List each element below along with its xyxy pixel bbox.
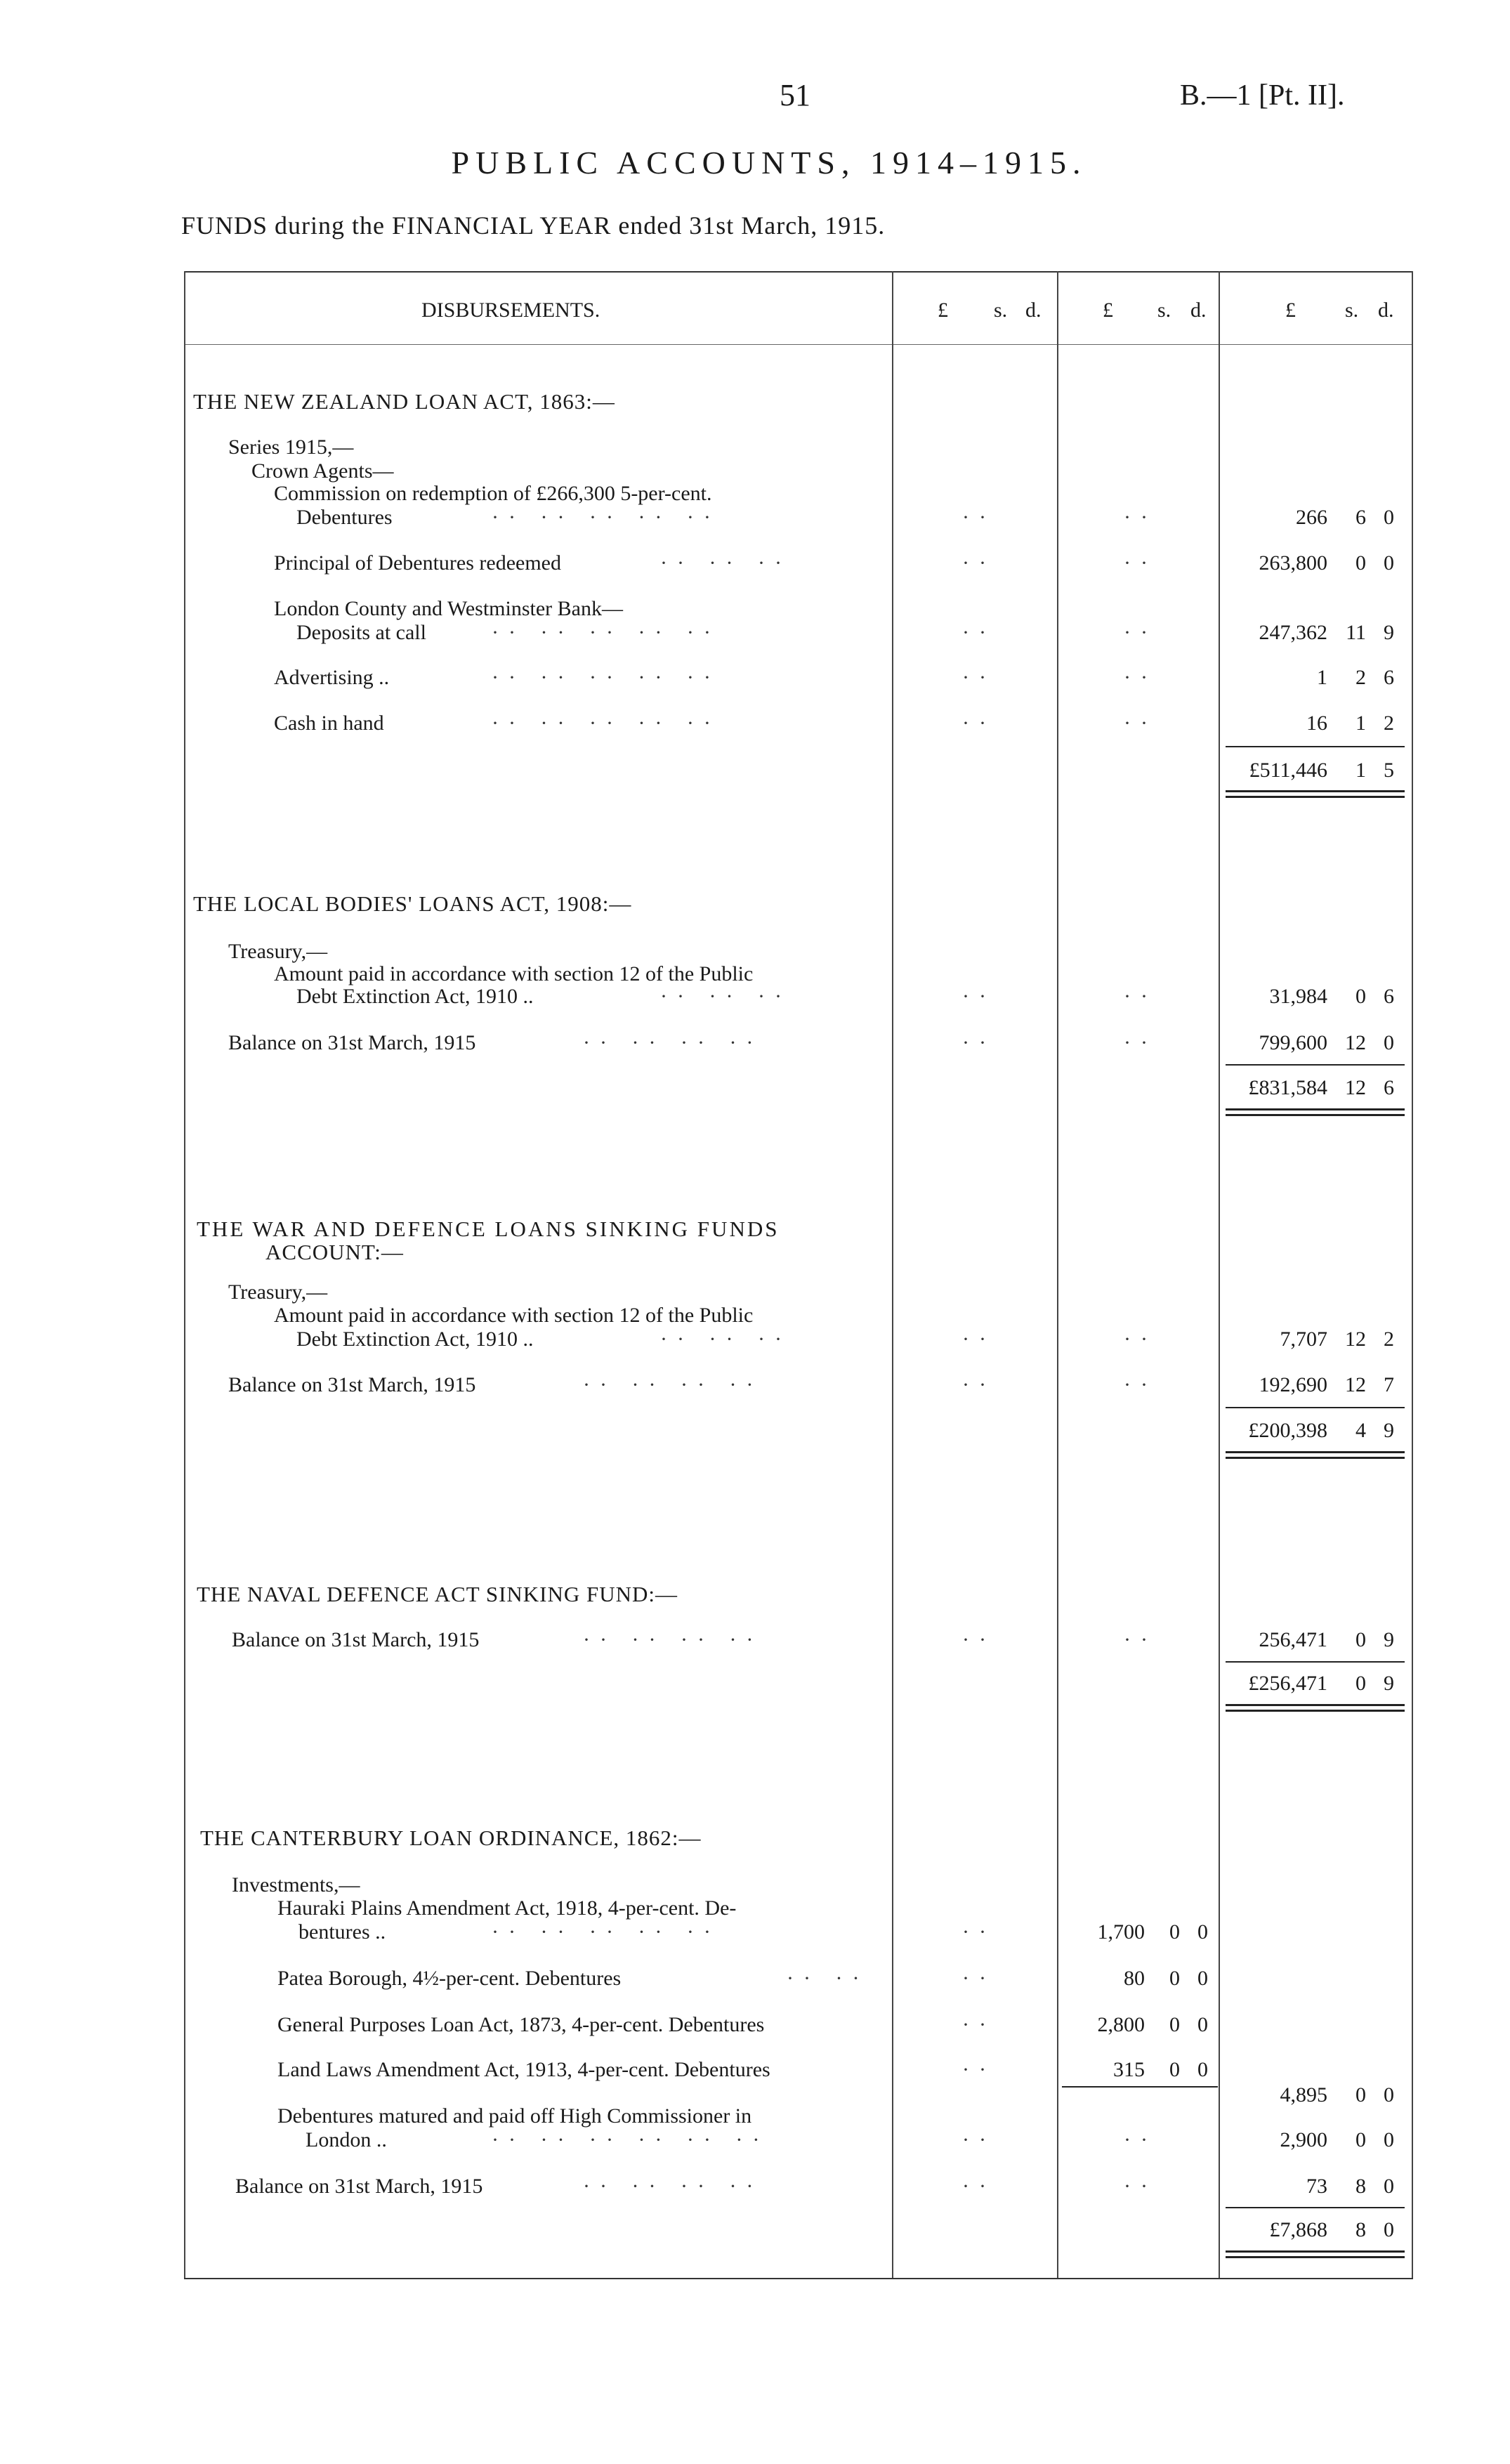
- table-left-border: [184, 271, 185, 2278]
- leader-dots: ·· ·· ·· ··: [583, 1373, 763, 1396]
- table-top-rule: [184, 271, 1413, 273]
- total-double-rule: [1226, 2250, 1405, 2253]
- amount-shillings: 0: [1355, 2128, 1366, 2151]
- amount-pounds: 4,895: [1280, 2083, 1327, 2106]
- amount-pounds: 192,690: [1259, 1373, 1327, 1396]
- total-rule-top: [1226, 1407, 1405, 1408]
- investment-pence: 0: [1197, 1920, 1208, 1944]
- section-heading: THE NAVAL DEFENCE ACT SINKING FUND:—: [197, 1582, 678, 1606]
- leader-dots: ·· ··: [787, 1967, 869, 1990]
- leader-dots: ··: [1124, 2175, 1157, 2198]
- amount-shillings: 0: [1355, 2083, 1366, 2106]
- total-double-rule: [1226, 1704, 1405, 1706]
- col2-pounds-heading: £: [1103, 299, 1113, 322]
- leader-dots: ··: [962, 551, 996, 575]
- section-total-pounds: £256,471: [1248, 1672, 1327, 1695]
- entry-label: Advertising ..: [274, 666, 390, 689]
- entry-label: Balance on 31st March, 1915: [235, 2175, 483, 2198]
- amount-pence: 0: [1384, 2175, 1394, 2198]
- entry-label: Debt Extinction Act, 1910 ..: [296, 1328, 534, 1351]
- amount-pence: 0: [1384, 2128, 1394, 2151]
- section-total-shillings: 0: [1355, 1672, 1366, 1695]
- amount-pence: 0: [1384, 1031, 1394, 1054]
- total-double-rule: [1226, 1114, 1405, 1116]
- section-heading: THE NEW ZEALAND LOAN ACT, 1863:—: [193, 389, 615, 414]
- total-double-rule: [1226, 1108, 1405, 1110]
- amount-shillings: 12: [1345, 1328, 1366, 1351]
- amount-pence: 6: [1384, 985, 1394, 1008]
- amount-pence: 6: [1384, 666, 1394, 689]
- leader-dots: ·· ·· ··: [660, 985, 792, 1008]
- investment-pence: 0: [1197, 1967, 1208, 1990]
- entry-label: Investments,—: [232, 1873, 360, 1896]
- section-total-pence: 9: [1384, 1672, 1394, 1695]
- entry-label: General Purposes Loan Act, 1873, 4-per-cent. Debentures: [277, 2013, 765, 2036]
- leader-dots: ··: [962, 1373, 996, 1396]
- amount-pounds: 263,800: [1259, 551, 1327, 575]
- amount-pounds: 7,707: [1280, 1328, 1327, 1351]
- leader-dots: ··: [962, 712, 996, 735]
- amount-shillings: 6: [1355, 506, 1366, 529]
- leader-dots: ··: [962, 1031, 996, 1054]
- amount-pounds: 247,362: [1259, 621, 1327, 644]
- entry-label: Cash in hand: [274, 712, 384, 735]
- leader-dots: ··: [1124, 1628, 1157, 1651]
- leader-dots: ··: [962, 666, 996, 689]
- amount-shillings: 11: [1346, 621, 1366, 644]
- amount-shillings: 1: [1355, 712, 1366, 735]
- leader-dots: ·· ·· ·· ··: [583, 1628, 763, 1651]
- leader-dots: ·· ·· ·· ·· ··: [492, 712, 721, 735]
- table-right-border: [1412, 271, 1413, 2278]
- section-total-pence: 5: [1384, 759, 1394, 782]
- section-total-pence: 9: [1384, 1419, 1394, 1442]
- leader-dots: ··: [962, 2013, 996, 2036]
- leader-dots: ··: [1124, 621, 1157, 644]
- table-bottom-rule: [184, 2278, 1413, 2279]
- investment-pence: 0: [1197, 2013, 1208, 2036]
- entry-label: Deposits at call: [296, 621, 426, 644]
- amount-pounds: 31,984: [1269, 985, 1327, 1008]
- amount-pence: 9: [1384, 1628, 1394, 1651]
- investment-pounds: 2,800: [1097, 2013, 1145, 2036]
- investment-shillings: 0: [1169, 1967, 1180, 1990]
- investment-shillings: 0: [1169, 2013, 1180, 2036]
- amount-pounds: 1: [1317, 666, 1327, 689]
- amount-shillings: 0: [1355, 551, 1366, 575]
- total-rule-top: [1226, 746, 1405, 747]
- leader-dots: ··: [1124, 1373, 1157, 1396]
- leader-dots: ··: [962, 506, 996, 529]
- leader-dots: ·· ·· ·· ·· ·· ··: [492, 2128, 770, 2151]
- total-double-rule: [1226, 1457, 1405, 1459]
- section-total-shillings: 8: [1355, 2218, 1366, 2241]
- section-heading: THE CANTERBURY LOAN ORDINANCE, 1862:—: [200, 1826, 702, 1850]
- entry-label: Commission on redemption of £266,300 5-per-cent.: [274, 482, 712, 505]
- investment-pence: 0: [1197, 2058, 1208, 2081]
- amount-pounds: 266: [1296, 506, 1327, 529]
- entry-label: Debt Extinction Act, 1910 ..: [296, 985, 534, 1008]
- total-double-rule: [1226, 790, 1405, 792]
- amount-pence: 9: [1384, 621, 1394, 644]
- leader-dots: ··: [962, 1328, 996, 1351]
- col2-shillings-heading: s.: [1157, 299, 1171, 322]
- column-heading-disbursements: DISBURSEMENTS.: [421, 299, 600, 322]
- col1-pence-heading: d.: [1025, 299, 1042, 322]
- total-rule-top: [1226, 1661, 1405, 1663]
- entry-label: Balance on 31st March, 1915: [232, 1628, 480, 1651]
- col1-pounds-heading: £: [938, 299, 948, 322]
- section-total-shillings: 12: [1345, 1076, 1366, 1099]
- entry-label: Amount paid in accordance with section 12 of the Public: [274, 1304, 754, 1327]
- leader-dots: ··: [962, 985, 996, 1008]
- leader-dots: ·· ·· ·· ·· ··: [492, 666, 721, 689]
- section-total-pounds: £511,446: [1249, 759, 1327, 782]
- entry-label: Principal of Debentures redeemed: [274, 551, 561, 575]
- col3-shillings-heading: s.: [1345, 299, 1359, 322]
- entry-label: Debentures matured and paid off High Commissioner in: [277, 2104, 752, 2128]
- leader-dots: ··: [1124, 712, 1157, 735]
- section-total-shillings: 1: [1355, 759, 1366, 782]
- section-total-pence: 0: [1384, 2218, 1394, 2241]
- entry-label: bentures ..: [298, 1920, 386, 1944]
- leader-dots: ··: [962, 1920, 996, 1944]
- amount-pence: 2: [1384, 1328, 1394, 1351]
- leader-dots: ··: [962, 621, 996, 644]
- entry-label: Treasury,—: [228, 1280, 328, 1304]
- section-total-pounds: £7,868: [1269, 2218, 1327, 2241]
- amount-pence: 0: [1384, 2083, 1394, 2106]
- col1-shillings-heading: s.: [994, 299, 1008, 322]
- amount-shillings: 0: [1355, 985, 1366, 1008]
- total-double-rule: [1226, 2256, 1405, 2258]
- amount-pounds: 73: [1306, 2175, 1327, 2198]
- amount-pence: 7: [1384, 1373, 1394, 1396]
- leader-dots: ··: [962, 2058, 996, 2081]
- page-number: 51: [780, 78, 810, 112]
- leader-dots: ··: [962, 2175, 996, 2198]
- section-heading-continued: ACCOUNT:—: [265, 1240, 404, 1264]
- amount-pence: 2: [1384, 712, 1394, 735]
- entry-label: Hauraki Plains Amendment Act, 1918, 4-per-cent. De-: [277, 1896, 737, 1920]
- entry-label: Amount paid in accordance with section 12 of the Public: [274, 962, 754, 985]
- subtotal-rule: [1062, 2086, 1218, 2088]
- section-heading: THE WAR AND DEFENCE LOANS SINKING FUNDS: [197, 1217, 780, 1241]
- page-title: PUBLIC ACCOUNTS, 1914–1915.: [451, 145, 1087, 181]
- investment-shillings: 0: [1169, 1920, 1180, 1944]
- leader-dots: ··: [1124, 2128, 1157, 2151]
- amount-pounds: 2,900: [1280, 2128, 1327, 2151]
- entry-label: Balance on 31st March, 1915: [228, 1031, 476, 1054]
- leader-dots: ·· ·· ··: [660, 551, 792, 575]
- document-reference: B.—1 [Pt. II].: [1180, 79, 1345, 112]
- entry-label: Land Laws Amendment Act, 1913, 4-per-cent. Debentures: [277, 2058, 770, 2081]
- investment-pounds: 80: [1124, 1967, 1145, 1990]
- entry-label: Crown Agents—: [251, 459, 394, 483]
- total-double-rule: [1226, 796, 1405, 798]
- entry-label: Debentures: [296, 506, 393, 529]
- col3-pounds-heading: £: [1285, 299, 1296, 322]
- leader-dots: ··: [1124, 985, 1157, 1008]
- leader-dots: ·· ·· ·· ··: [583, 2175, 763, 2198]
- page-subtitle: FUNDS during the FINANCIAL YEAR ended 31st March, 1915.: [181, 211, 886, 240]
- entry-label: Patea Borough, 4½-per-cent. Debentures: [277, 1967, 622, 1990]
- investment-shillings: 0: [1169, 2058, 1180, 2081]
- amount-pounds: 799,600: [1259, 1031, 1327, 1054]
- amount-shillings: 2: [1355, 666, 1366, 689]
- column-divider-1: [892, 271, 893, 2278]
- leader-dots: ·· ·· ·· ·· ··: [492, 506, 721, 529]
- section-heading: THE LOCAL BODIES' LOANS ACT, 1908:—: [193, 891, 632, 916]
- amount-shillings: 8: [1355, 2175, 1366, 2198]
- amount-shillings: 12: [1345, 1373, 1366, 1396]
- total-double-rule: [1226, 1451, 1405, 1453]
- entry-label: Treasury,—: [228, 940, 328, 963]
- amount-shillings: 12: [1345, 1031, 1366, 1054]
- leader-dots: ··: [1124, 1328, 1157, 1351]
- entry-label: London County and Westminster Bank—: [274, 597, 623, 620]
- total-rule-top: [1226, 2207, 1405, 2208]
- amount-shillings: 0: [1355, 1628, 1366, 1651]
- leader-dots: ··: [1124, 666, 1157, 689]
- leader-dots: ··: [962, 2128, 996, 2151]
- section-total-pence: 6: [1384, 1076, 1394, 1099]
- leader-dots: ·· ·· ·· ·· ··: [492, 1920, 721, 1944]
- header-bottom-rule: [184, 344, 1413, 345]
- col2-pence-heading: d.: [1190, 299, 1207, 322]
- section-total-shillings: 4: [1355, 1419, 1366, 1442]
- amount-pence: 0: [1384, 506, 1394, 529]
- leader-dots: ··: [1124, 1031, 1157, 1054]
- investment-pounds: 315: [1113, 2058, 1145, 2081]
- leader-dots: ·· ·· ·· ··: [583, 1031, 763, 1054]
- amount-pence: 0: [1384, 551, 1394, 575]
- total-double-rule: [1226, 1710, 1405, 1712]
- leader-dots: ·· ·· ··: [660, 1328, 792, 1351]
- entry-label: London ..: [306, 2128, 387, 2151]
- entry-label: Series 1915,—: [228, 435, 354, 459]
- amount-pounds: 256,471: [1259, 1628, 1327, 1651]
- entry-label: Balance on 31st March, 1915: [228, 1373, 476, 1396]
- section-total-pounds: £200,398: [1248, 1419, 1327, 1442]
- col3-pence-heading: d.: [1378, 299, 1394, 322]
- leader-dots: ··: [1124, 506, 1157, 529]
- total-rule-top: [1226, 1064, 1405, 1066]
- amount-pounds: 16: [1306, 712, 1327, 735]
- leader-dots: ··: [1124, 551, 1157, 575]
- investment-pounds: 1,700: [1097, 1920, 1145, 1944]
- leader-dots: ·· ·· ·· ·· ··: [492, 621, 721, 644]
- section-total-pounds: £831,584: [1248, 1076, 1327, 1099]
- leader-dots: ··: [962, 1628, 996, 1651]
- leader-dots: ··: [962, 1967, 996, 1990]
